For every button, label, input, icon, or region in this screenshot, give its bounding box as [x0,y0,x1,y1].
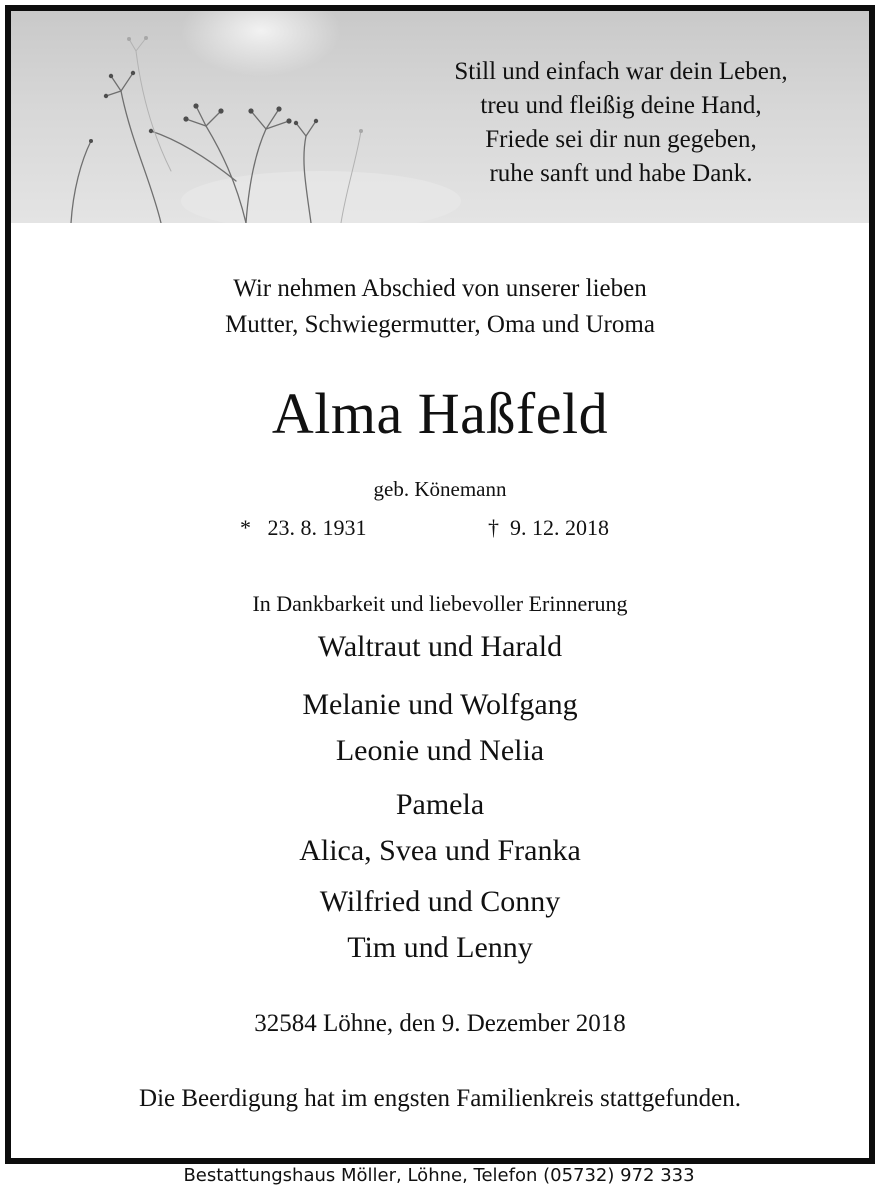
header-image [11,11,869,223]
birth-name: geb. Könemann [373,477,507,501]
death-cross-icon: † [488,515,499,540]
mourner-name: Leonie und Nelia [335,734,545,767]
poem [411,55,831,191]
poem-line: treu und fleißig deine Hand, [480,92,762,119]
death-date: 9. 12. 2018 [510,515,609,540]
place-and-date: 32584 Löhne, den 9. Dezember 2018 [254,1010,626,1037]
mourner-name: Alica, Svea und Franka [299,834,581,867]
poem-line: Friede sei dir nun gegeben, [485,126,757,153]
deceased-name: Alma Haßfeld [271,381,609,446]
mourner-name: Melanie und Wolfgang [302,688,578,721]
obituary-notice [5,5,875,1164]
funeral-note: Die Beerdigung hat im engsten Familienkreis stattgefunden. [139,1085,741,1112]
birth-date: 23. 8. 1931 [267,515,367,540]
birth-star-icon: * [240,515,251,540]
mourner-name: Pamela [395,788,485,821]
poem-line: Still und einfach war dein Leben, [454,58,788,85]
birth-date-group [240,513,367,543]
farewell-intro [11,271,869,343]
mourner-name: Tim und Lenny [347,931,533,964]
death-date-group [488,513,609,543]
funeral-home-footer: Bestattungshaus Möller, Löhne, Telefon (05732) 972 333 [183,1165,695,1186]
mourners-intro: In Dankbarkeit und liebevoller Erinnerung [252,591,628,616]
mourner-name: Wilfried und Conny [319,885,561,918]
intro-line: Wir nehmen Abschied von unserer lieben [233,275,647,302]
intro-line: Mutter, Schwiegermutter, Oma und Uroma [225,311,655,338]
poem-line: ruhe sanft und habe Dank. [489,160,753,187]
mourner-name: Waltraut und Harald [317,630,563,663]
